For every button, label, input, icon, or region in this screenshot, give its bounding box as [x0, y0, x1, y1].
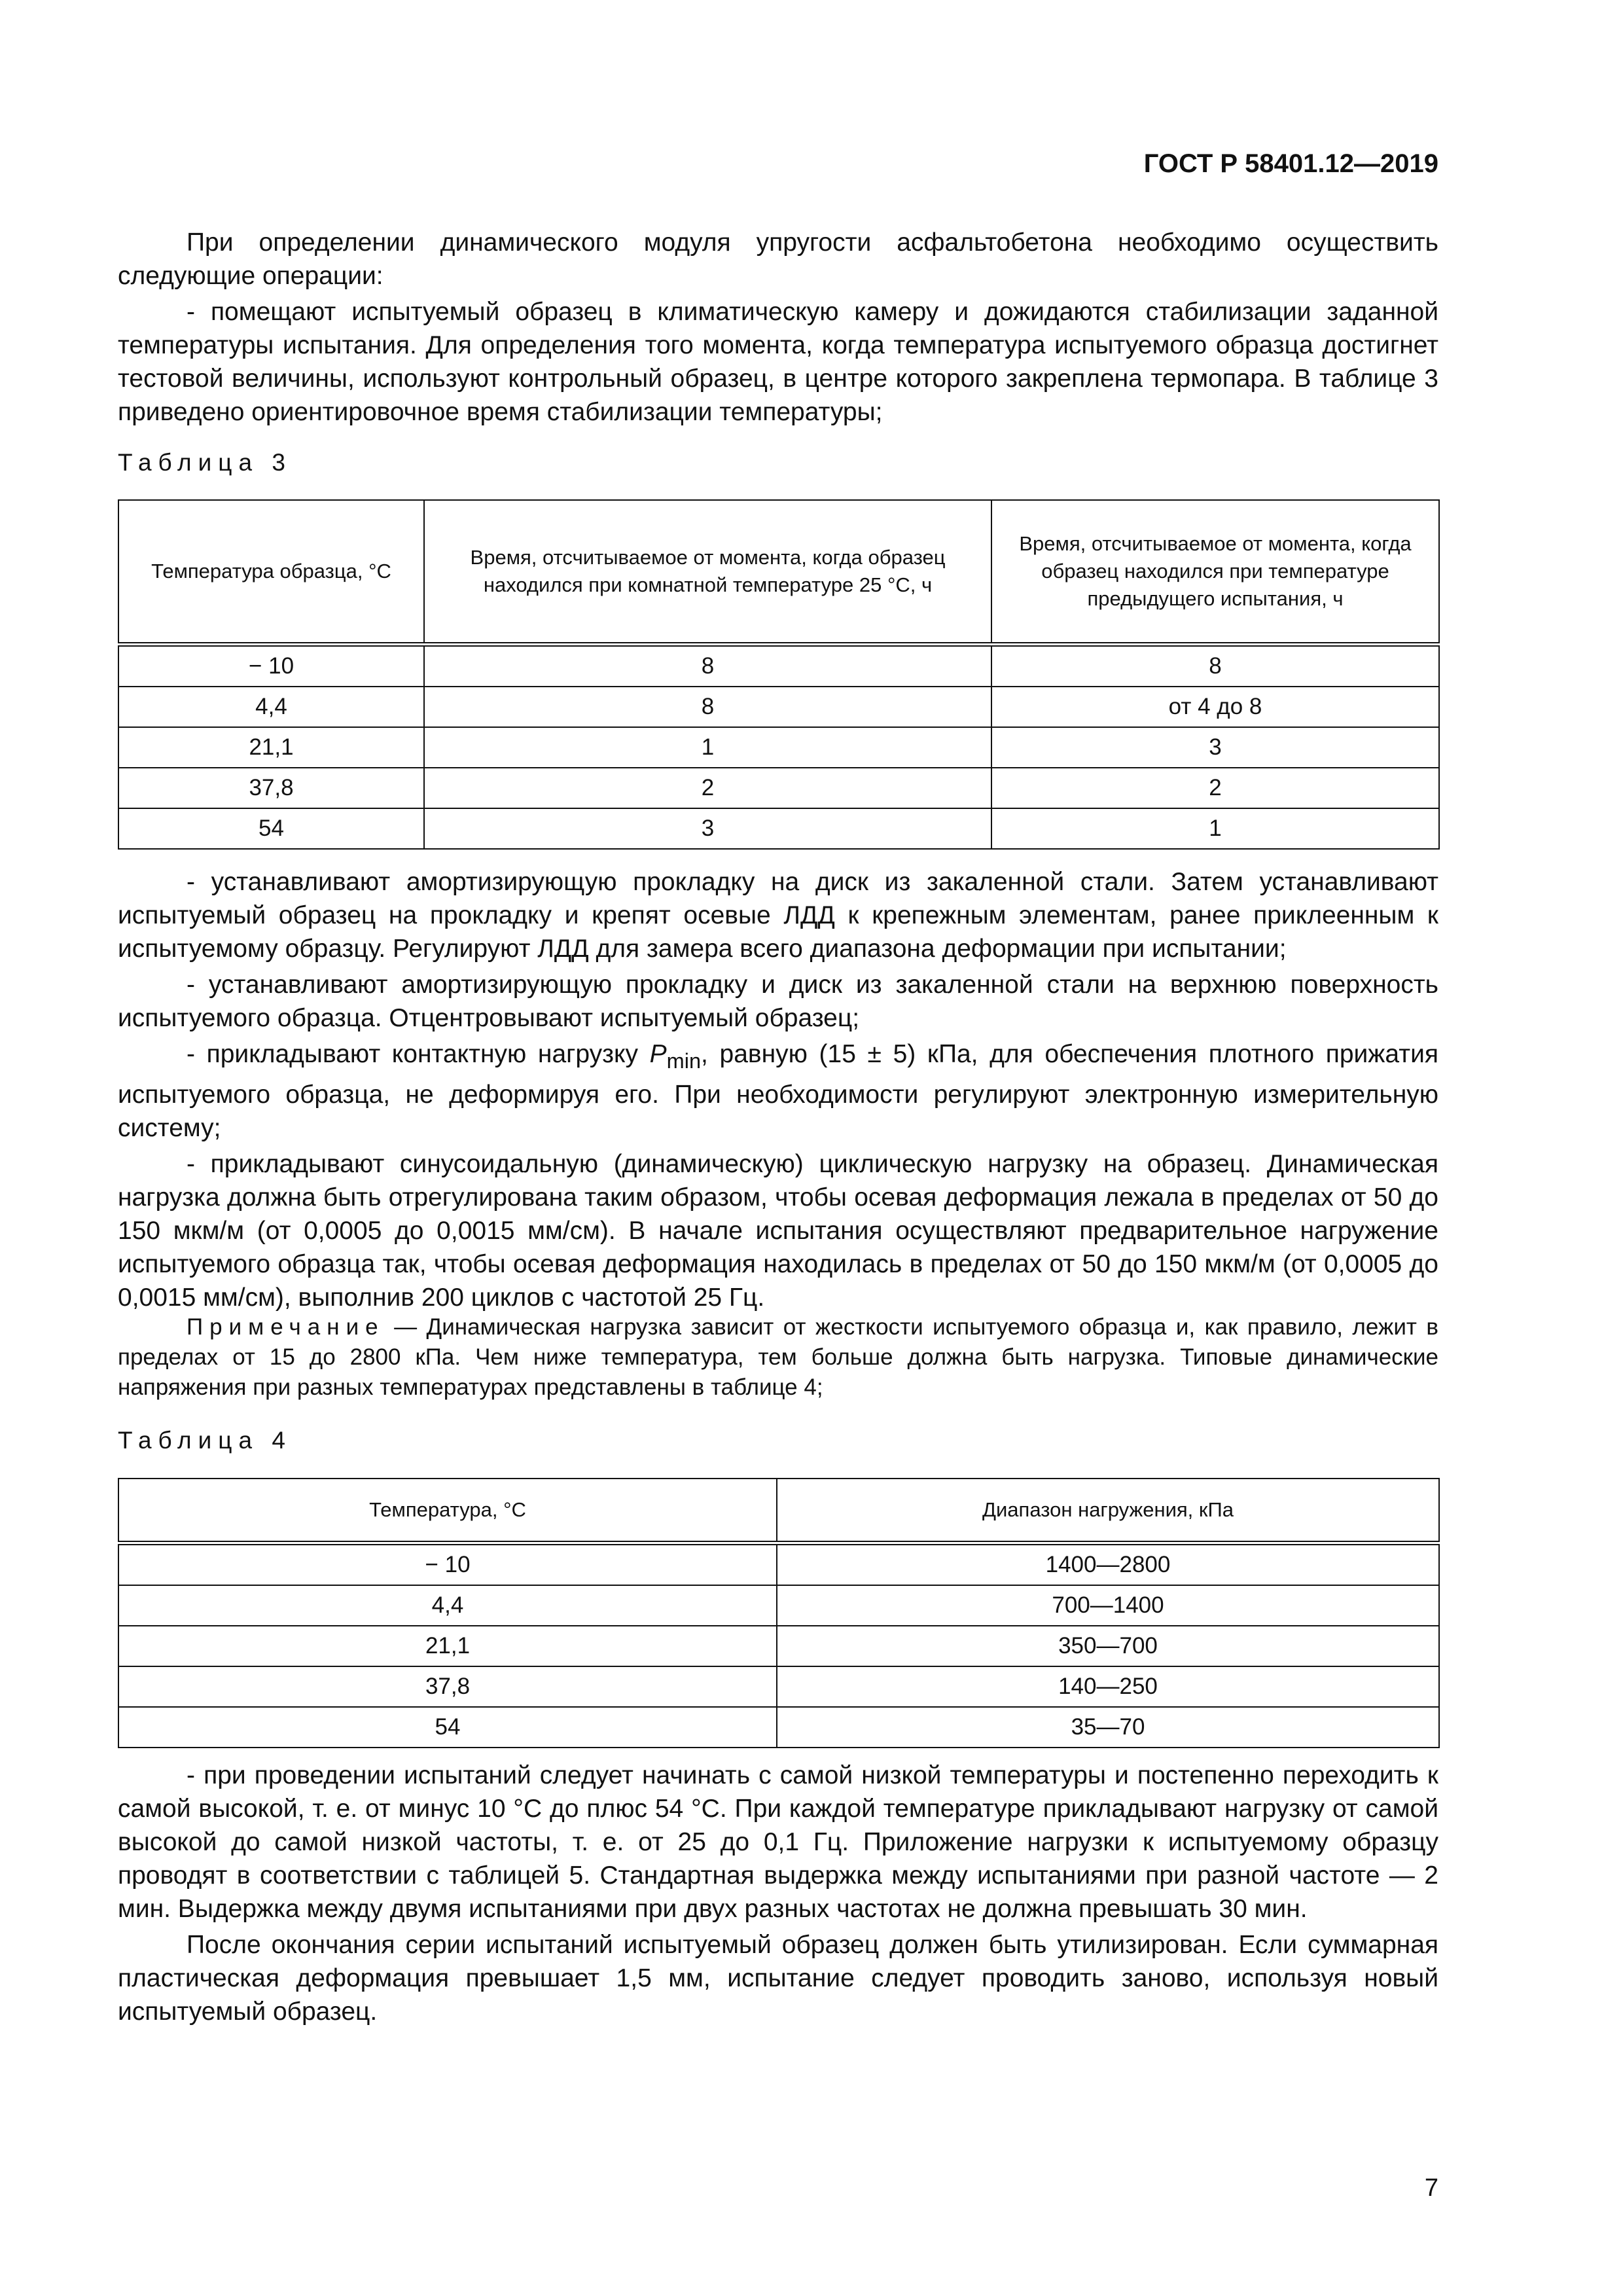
table-cell: 2 [991, 768, 1439, 808]
table-cell: 1 [991, 808, 1439, 849]
middle-paragraph-4: - прикладывают синусоидальную (динамическую) циклическую нагрузку на образец. Динамическая нагрузка должна быть отрегулирована таким образом, чтобы осевая деформация лежала в пределах от 50 до 150 мкм/м (от 0,0005 до 0,0015 мм/см). В начале испытания осуществляют предварительное нагружение испытуемого образца так, чтобы осевая деформация находилась в пределах от 50 до 150 мкм/м (от 0,0005 до 0,0015 мм/см), выполнив 200 циклов с частотой 25 Гц. [118, 1149, 1438, 1312]
table3-header-cell: Время, отсчитываемое от момента, когда образец находился при комнатной температуре 25 °С, ч [424, 500, 991, 644]
table-cell: 1400—2800 [777, 1543, 1439, 1585]
table-cell: 21,1 [118, 1626, 777, 1666]
intro-paragraph-1: При определении динамического модуля упругости асфальтобетона необходимо осуществить следующие операции: [118, 228, 1438, 290]
table-cell: 350—700 [777, 1626, 1439, 1666]
table3-caption: Таблица 3 [118, 449, 292, 476]
table-cell: 700—1400 [777, 1585, 1439, 1626]
table-cell: 35—70 [777, 1707, 1439, 1748]
page-number: 7 [1424, 2174, 1438, 2202]
table-4 [118, 1478, 1440, 1748]
table-cell: 3 [991, 727, 1439, 768]
table-cell: 140—250 [777, 1666, 1439, 1707]
middle-paragraph-2: - устанавливают амортизирующую прокладку и диск из закаленной стали на верхнюю поверхность испытуемого образца. Отцентровывают испытуемый образец; [118, 971, 1438, 1032]
table-3 [118, 499, 1440, 850]
note-text: — Динамическая нагрузка зависит от жесткости испытуемого образца и, как правило, лежит в пределах от 15 до 2800 кПа. Чем ниже температура, тем больше должна быть нагрузка. Типовые динамические напряжения при разных температурах представлены в таблице 4; [118, 1314, 1438, 1400]
paragraph-text: , равную (15 ± 5) кПа, для обеспечения плотного прижатия испытуемого образца, не деформируя его. При необходимости регулируют электронную измерительную систему; [118, 1040, 1438, 1142]
table-cell: 2 [424, 768, 991, 808]
table-cell: 8 [991, 644, 1439, 687]
table-cell: 8 [424, 644, 991, 687]
table-cell: 4,4 [118, 1585, 777, 1626]
middle-paragraph-3 [118, 1037, 1438, 1145]
table-cell: 54 [118, 1707, 777, 1748]
table3-header-row [118, 500, 1439, 644]
table-cell: 3 [424, 808, 991, 849]
table-cell: 4,4 [118, 687, 424, 727]
closing-paragraph-2: После окончания серии испытаний испытуемый образец должен быть утилизирован. Если суммарная пластическая деформация превышает 1,5 мм, испытание следует проводить заново, используя новый испытуемый образец. [118, 1931, 1438, 2026]
table-row [118, 727, 1439, 768]
middle-section [118, 865, 1438, 1314]
table-row [118, 687, 1439, 727]
table-row [118, 1707, 1439, 1748]
table4-caption: Таблица 4 [118, 1427, 292, 1454]
table-row [118, 768, 1439, 808]
table-cell: от 4 до 8 [991, 687, 1439, 727]
standard-id: ГОСТ Р 58401.12—2019 [1143, 149, 1438, 178]
table-row [118, 808, 1439, 849]
table3-header-cell: Время, отсчитываемое от момента, когда образец находился при температуре предыдущего испытания, ч [991, 500, 1439, 644]
table4-header-cell: Диапазон нагружения, кПа [777, 1479, 1439, 1543]
table-cell: − 10 [118, 1543, 777, 1585]
table-cell: − 10 [118, 644, 424, 687]
closing-section [118, 1759, 1438, 2028]
table-cell: 37,8 [118, 768, 424, 808]
table-row [118, 1626, 1439, 1666]
table-row [118, 644, 1439, 687]
pmin-symbol: P [649, 1040, 667, 1068]
table-row [118, 1666, 1439, 1707]
table-row [118, 1585, 1439, 1626]
table-cell: 37,8 [118, 1666, 777, 1707]
table4-header-cell: Температура, °С [118, 1479, 777, 1543]
table-cell: 1 [424, 727, 991, 768]
middle-paragraph-1: - устанавливают амортизирующую прокладку на диск из закаленной стали. Затем устанавливают испытуемый образец на прокладку и крепят осевые ЛДД к крепежным элементам, ранее приклеенным к испытуемому образцу. Регулируют ЛДД для замера всего диапазона деформации при испытании; [118, 868, 1438, 963]
table-row [118, 1543, 1439, 1585]
table3-header-cell: Температура образца, °С [118, 500, 424, 644]
table-cell: 21,1 [118, 727, 424, 768]
table4-header-row [118, 1479, 1439, 1543]
intro-paragraph-2: - помещают испытуемый образец в климатическую камеру и дожидаются стабилизации заданной температуры испытания. Для определения того момента, когда температура испытуемого образца достигнет тестовой величины, используют контрольный образец, в центре которого закреплена термопара. В таблице 3 приведено ориентировочное время стабилизации температуры; [118, 298, 1438, 426]
note-section [118, 1312, 1438, 1403]
pmin-subscript: min [666, 1049, 702, 1073]
table-cell: 8 [424, 687, 991, 727]
closing-paragraph-1: - при проведении испытаний следует начинать с самой низкой температуры и постепенно переходить к самой высокой, т. е. от минус 10 °С до плюс 54 °С. При каждой температуре прикладывают нагрузку от самой высокой до самой низкой частоты, т. е. от 25 до 0,1 Гц. Приложение нагрузки к испытуемому образцу проводят в соответствии с таблицей 5. Стандартная выдержка между испытаниями при разной частоте — 2 мин. Выдержка между двумя испытаниями при двух разных частотах не должна превышать 30 мин. [118, 1761, 1438, 1923]
table-cell: 54 [118, 808, 424, 849]
note-label: Примечание [187, 1314, 385, 1340]
paragraph-text: - прикладывают контактную нагрузку [187, 1040, 650, 1068]
intro-section [118, 226, 1438, 429]
